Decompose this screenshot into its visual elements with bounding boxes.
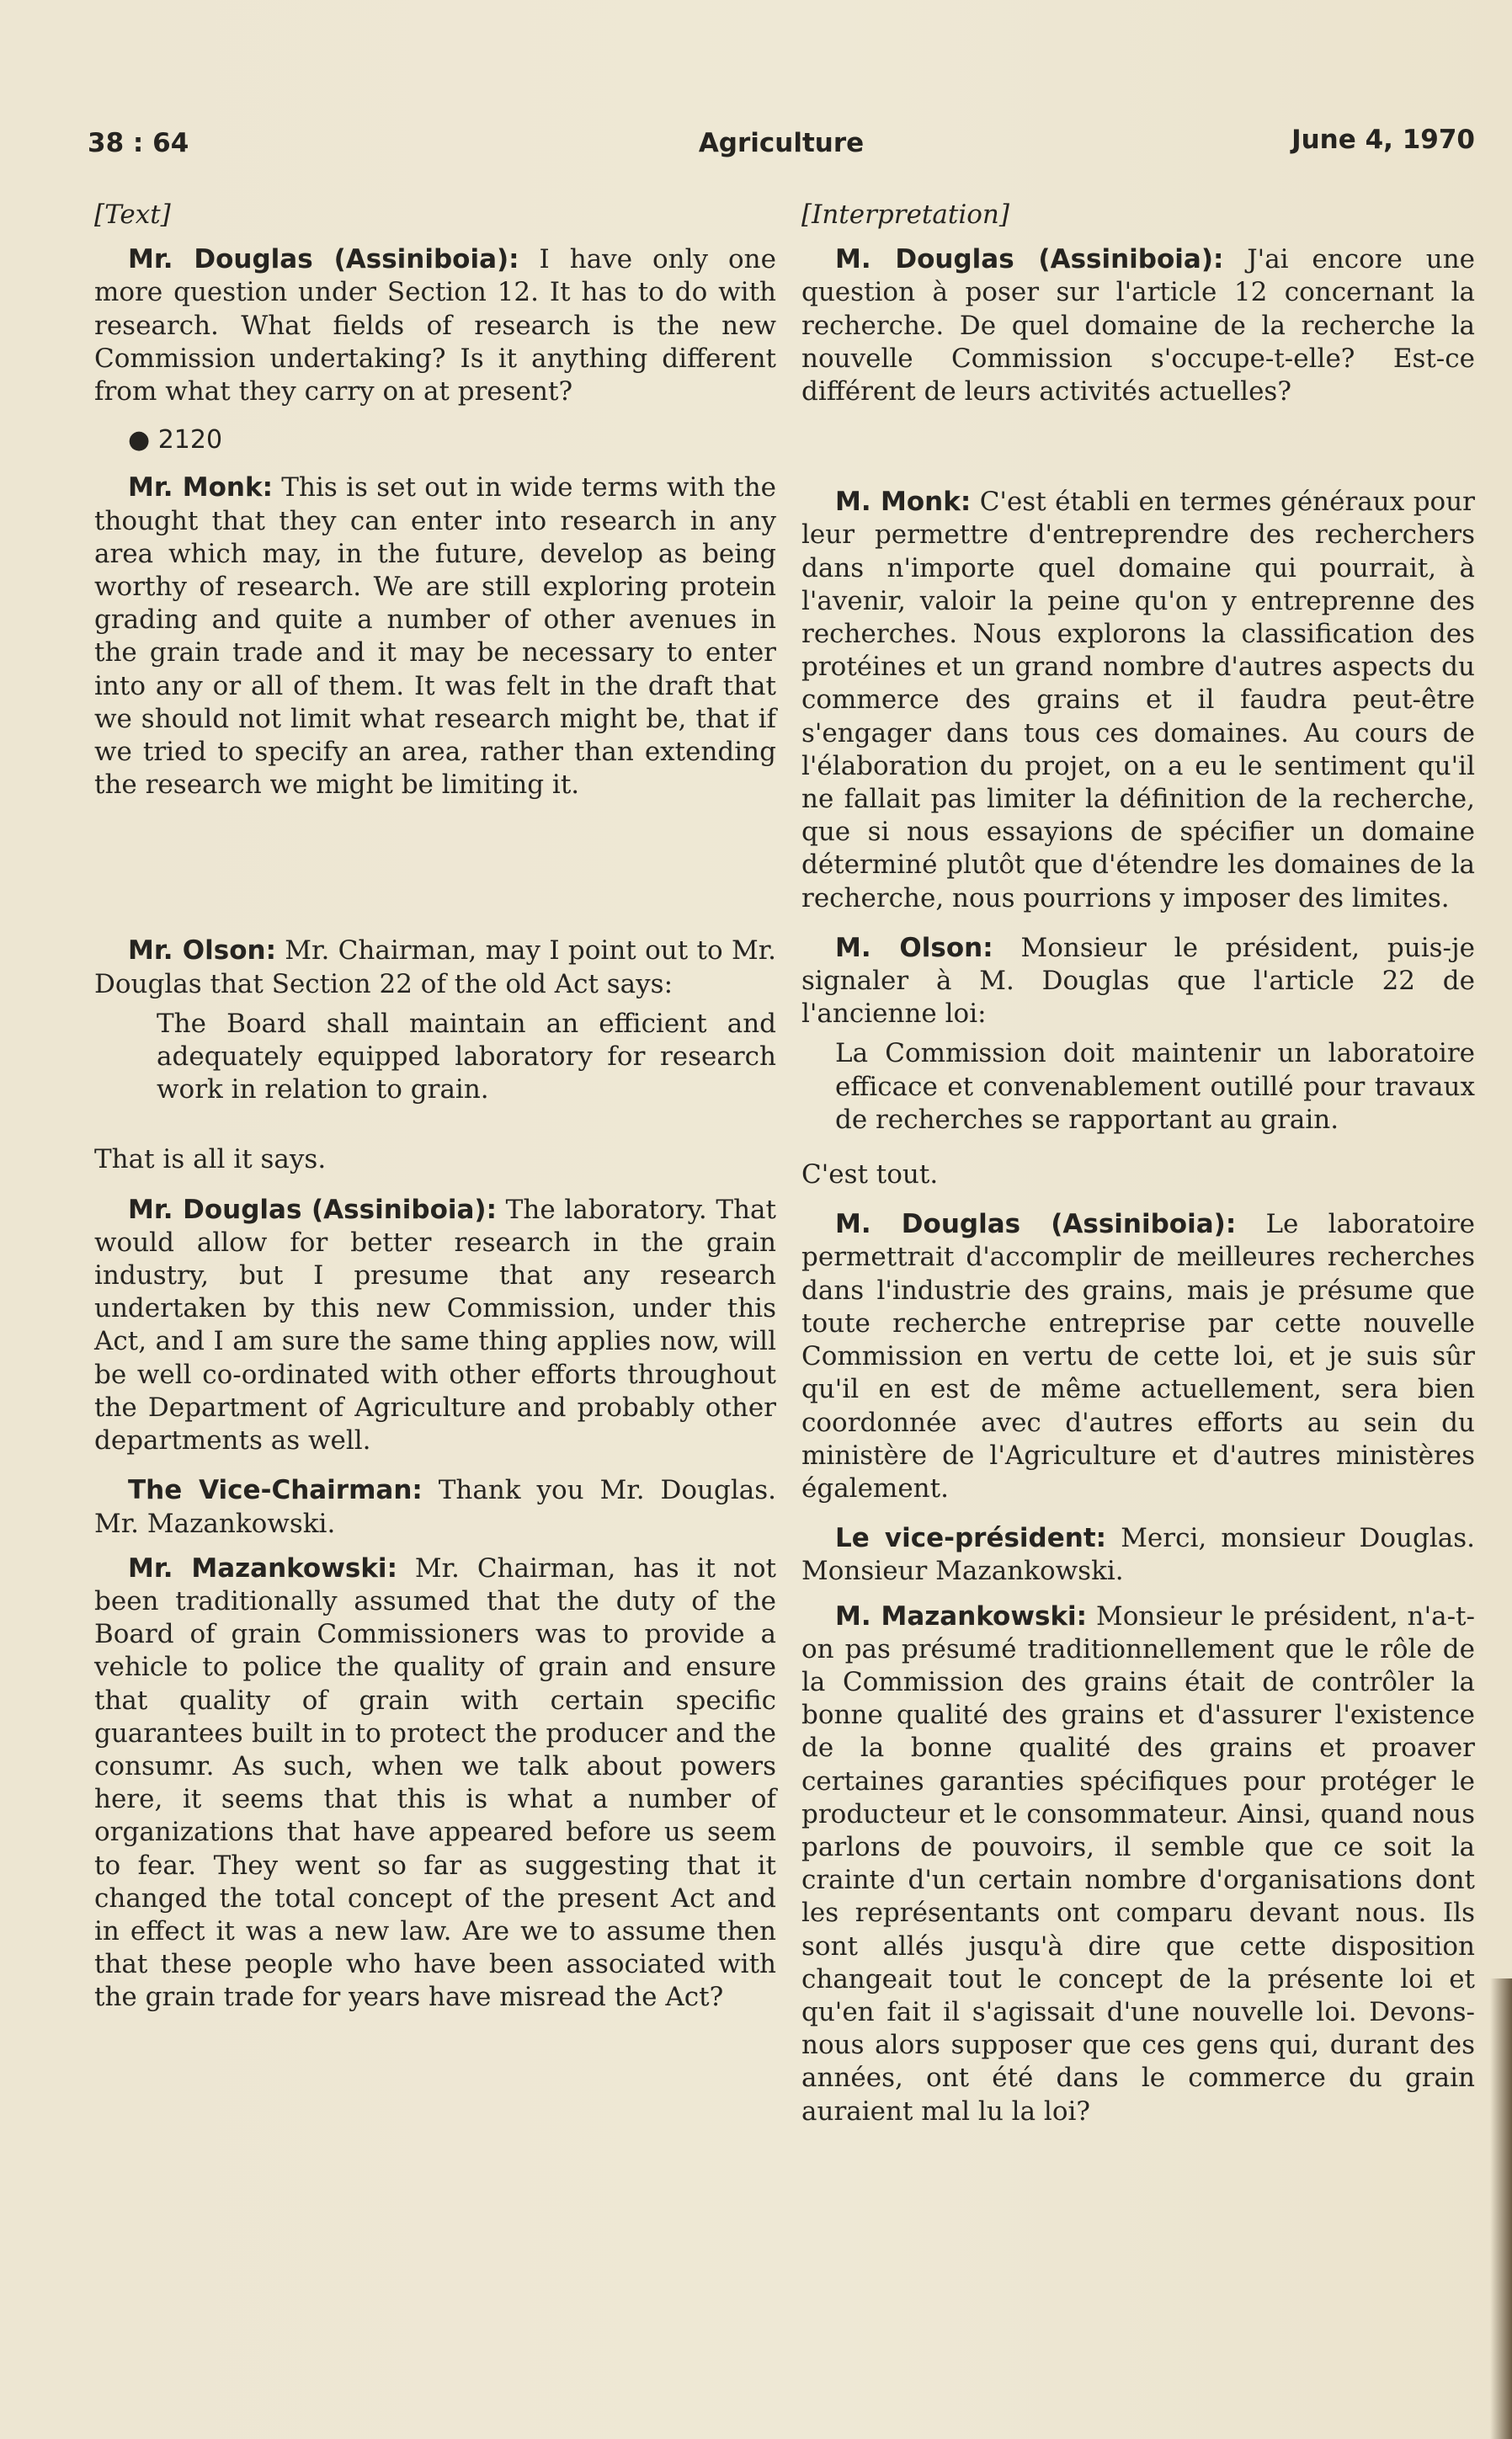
page-number: 38 : 64 <box>88 128 189 158</box>
paragraph-douglas-question <box>94 243 776 408</box>
section-label-text: [Text] <box>94 200 171 230</box>
speaker-name: M. Mazankowski: <box>835 1600 1088 1632</box>
quoted-act-text-fr: La Commission doit maintenir un laboratoire efficace et convenablement outillé pour travaux de recherches se rapportant au grain. <box>835 1038 1475 1135</box>
speaker-name: Mr. Monk: <box>128 472 273 503</box>
paragraph-mazankowski <box>94 1552 776 2015</box>
page-binding-shadow <box>1490 1978 1512 2439</box>
speaker-name: M. Olson: <box>835 932 993 963</box>
page-date: June 4, 1970 <box>1291 125 1475 155</box>
speaker-name: Le vice-président: <box>835 1523 1107 1554</box>
english-column <box>94 199 776 2015</box>
speech-text: J'ai encore une question à poser sur l'article 12 concernant la recherche. De quel domaine de la recherche la nouvelle Commission s'occupe-t-elle? Est-ce différent de leurs activités actuelles? <box>801 244 1476 407</box>
quoted-act-text: The Board shall maintain an efficient and adequately equipped laboratory for research work in relation to grain. <box>157 1008 776 1105</box>
after-quote-text-fr: C'est tout. <box>801 1159 939 1190</box>
time-marker: ● 2120 <box>128 425 223 455</box>
speech-text: I have only one more question under Section 12. It has to do with research. What fields of research is the new Commission undertaking? Is it anything different from what they carry on at present? <box>94 244 776 407</box>
speech-text: Mr. Chairman, may I point out to Mr. Douglas that Section 22 of the old Act says: <box>94 935 776 999</box>
speech-text: This is set out in wide terms with the thought that they can enter into research in any area which may, in the future, develop as being worthy of research. We are still exploring protein grading and quite a number of other avenues in the grain trade and it may be necessary to enter into any or all of them. It was felt in the draft that we should not limit what research might be, that if we tried to specify an area, rather than extending the research we might be limiting it. <box>94 472 777 801</box>
paragraph-vice-president-fr <box>801 1522 1475 1588</box>
speech-text: C'est établi en termes généraux pour leur permettre d'entreprendre des recherchers dans n'importe quel domaine qui pourrait, à l'avenir, valoir la peine qu'on y entreprenne des recherches. Nous explorons la classification des protéines et un grand nombre d'autres aspects du commerce des grains et il faudra peut-être s'engager dans tous ces domaines. Au cours de l'élaboration du projet, on a eu le sentiment qu'il ne fallait pas limiter la définition de la recherche, que si nous essayions de spécifier un domaine déterminé plutôt que d'étendre les domaines de la recherche, nous pourrions y imposer des limites. <box>801 487 1475 913</box>
after-quote-text: That is all it says. <box>94 1144 327 1175</box>
speaker-name: M. Monk: <box>835 487 972 518</box>
paragraph-olson-fr <box>801 932 1475 1031</box>
section-label-interpretation: [Interpretation] <box>801 200 1009 230</box>
page-title: Agriculture <box>698 128 865 158</box>
speech-text: Monsieur le président, n'a-t-on pas présumé traditionnellement que le rôle de la Commission des grains était de contrôler la bonne qualité des grains et d'assurer l'existence de la bonne qualité des grains et proaver certaines garanties spécifiques pour protéger le producteur et le consommateur. Ainsi, quand nous parlons de pouvoirs, il semble que ce soit la crainte d'un certain nombre d'organisations dont les représentants ont comparu devant nous. Ils sont allés jusqu'à dire que cette disposition changeait tout le concept de la présente loi et qu'en fait il s'agissait d'une nouvelle loi. Devons-nous alors supposer que ces gens qui, durant des années, ont été dans le commerce du grain auraient mal lu la loi? <box>801 1600 1475 2127</box>
paragraph-mazankowski-fr <box>801 1600 1475 2128</box>
paragraph-douglas-question-fr <box>801 243 1475 408</box>
page-header <box>88 125 1475 167</box>
speaker-name: M. Douglas (Assiniboia): <box>835 1209 1237 1240</box>
paragraph-monk-answer <box>94 471 776 801</box>
speech-text: Merci, monsieur Douglas. Monsieur Mazankowski. <box>801 1523 1475 1587</box>
speaker-name: The Vice-Chairman: <box>128 1475 423 1506</box>
paragraph-douglas-laboratory <box>94 1194 776 1458</box>
paragraph-vice-chairman <box>94 1474 776 1540</box>
paragraph-monk-answer-fr <box>801 486 1475 915</box>
french-column <box>801 199 1475 2128</box>
speaker-name: Mr. Douglas (Assiniboia): <box>128 1194 497 1225</box>
speech-text: The laboratory. That would allow for better research in the grain industry, but I presume that any research undertaken by this new Commission, under this Act, and I am sure the same thing applies now, will be well co-ordinated with other efforts throughout the Department of Agriculture and probably other departments as well. <box>94 1194 776 1456</box>
paragraph-douglas-laboratory-fr <box>801 1208 1475 1505</box>
speech-text: Le laboratoire permettrait d'accomplir de meilleures recherches dans l'industrie des grains, mais je présume que toute recherche entreprise par cette nouvelle Commission en vertu de cette loi, et je suis sûr qu'il en est de même actuellement, sera bien coordonnée avec d'autres efforts au sein du ministère de l'Agriculture et d'autres ministères également. <box>801 1209 1475 1504</box>
speech-text: Mr. Chairman, has it not been traditionally assumed that the duty of the Board of grain Commissioners was to provide a vehicle to police the quality of grain and ensure that quality of grain with certain specific guarantees built in to protect the producer and the consumr. As such, when we talk about powers here, it seems that this is what a number of organizations that have appeared before us seem to fear. They went so far as suggesting that it changed the total concept of the present Act and in effect it was a new law. Are we to assume then that these people who have been associated with the grain trade for years have misread the Act? <box>94 1552 776 2013</box>
speaker-name: Mr. Douglas (Assiniboia): <box>128 244 519 275</box>
speech-text: Monsieur le président, puis-je signaler à M. Douglas que l'article 22 de l'ancienne loi: <box>801 932 1475 1030</box>
speaker-name: M. Douglas (Assiniboia): <box>835 244 1224 275</box>
speech-text: Thank you Mr. Douglas. Mr. Mazankowski. <box>94 1475 776 1539</box>
paragraph-olson <box>94 935 776 1000</box>
speaker-name: Mr. Olson: <box>128 935 276 967</box>
speaker-name: Mr. Mazankowski: <box>128 1552 397 1584</box>
